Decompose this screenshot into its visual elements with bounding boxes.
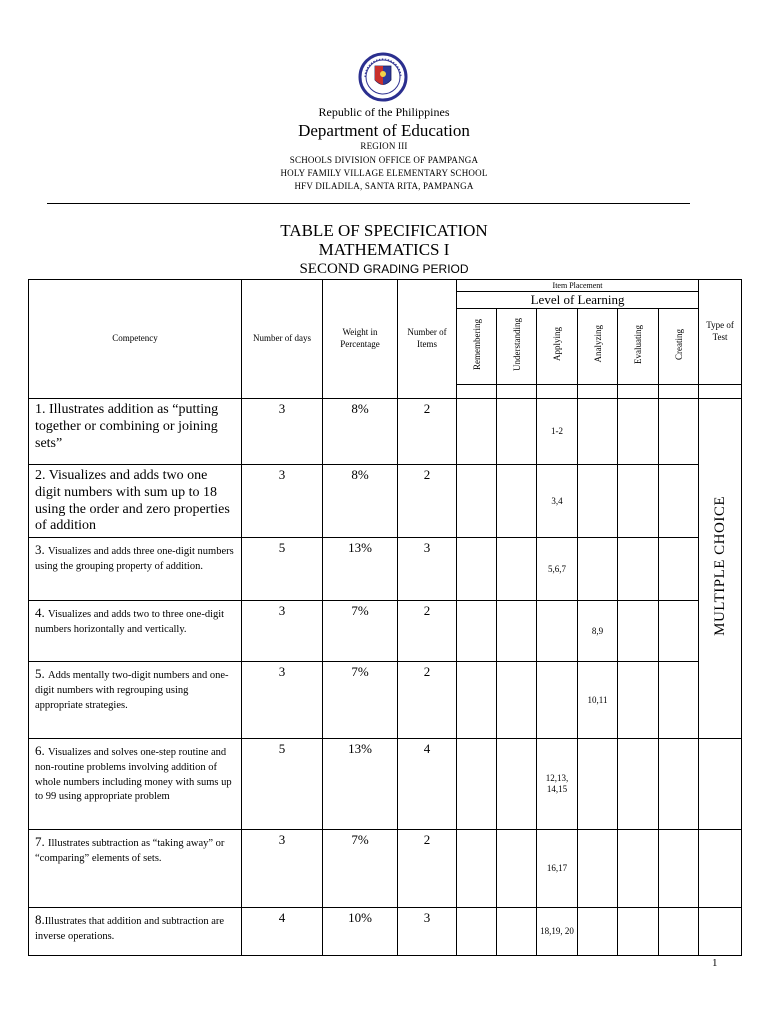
understanding-cell <box>497 538 537 601</box>
type-of-test-cell <box>699 830 742 908</box>
header-creating-label: Creating <box>673 328 684 360</box>
doc-title: TABLE OF SPECIFICATION <box>280 221 488 240</box>
competency-text: Visualizes and adds three one-digit numbers using the grouping property of addition. <box>35 546 234 572</box>
header-understanding <box>497 309 537 385</box>
remembering-cell <box>457 739 497 830</box>
analyzing-cell: 8,9 <box>578 601 618 662</box>
creating-cell <box>659 830 699 908</box>
specification-table <box>28 279 742 956</box>
analyzing-cell <box>578 739 618 830</box>
header-analyzing-label: Analyzing <box>592 325 603 363</box>
type-of-test-cell <box>699 739 742 830</box>
days-cell: 5 <box>242 538 323 601</box>
creating-cell <box>659 662 699 739</box>
page-number: 1 <box>712 957 718 969</box>
days-cell: 3 <box>242 399 323 465</box>
competency-number: 6. <box>35 743 48 759</box>
creating-cell <box>659 538 699 601</box>
competency-number: 5. <box>35 666 48 682</box>
days-cell: 3 <box>242 601 323 662</box>
header-level-of-learning: Level of Learning <box>457 292 699 309</box>
header-analyzing <box>578 309 618 385</box>
table-row <box>29 538 742 601</box>
deped-seal-logo <box>353 52 413 102</box>
creating-cell <box>659 465 699 538</box>
table-row <box>29 908 742 956</box>
analyzing-cell <box>578 830 618 908</box>
spacer-cell <box>618 385 659 399</box>
competency-number: 3. <box>35 542 48 558</box>
analyzing-cell <box>578 908 618 956</box>
subject-title: MATHEMATICS I <box>318 240 450 259</box>
understanding-cell <box>497 601 537 662</box>
remembering-cell <box>457 908 497 956</box>
remembering-cell <box>457 538 497 601</box>
competency-cell: 2. Visualizes and adds two one digit numbers with sum up to 18 using the order and zero properties of addition <box>29 465 242 538</box>
header-applying-label: Applying <box>552 326 562 361</box>
days-cell: 3 <box>242 662 323 739</box>
days-cell: 3 <box>242 465 323 538</box>
remembering-cell <box>457 830 497 908</box>
evaluating-cell <box>618 465 659 538</box>
weight-cell: 8% <box>323 465 398 538</box>
applying-cell: 16,17 <box>537 830 578 908</box>
competency-number: 8. <box>35 912 45 928</box>
spacer-cell <box>578 385 618 399</box>
header-creating <box>659 309 699 385</box>
evaluating-cell <box>618 399 659 465</box>
competency-text: Illustrates subtraction as “taking away” or “comparing” elements of sets. <box>35 838 225 864</box>
items-cell: 2 <box>398 465 457 538</box>
type-of-test-cell <box>699 908 742 956</box>
remembering-cell <box>457 399 497 465</box>
table-row <box>29 830 742 908</box>
items-cell: 2 <box>398 662 457 739</box>
table-row <box>29 739 742 830</box>
header-competency: Competency <box>29 280 242 399</box>
weight-cell: 7% <box>323 662 398 739</box>
analyzing-cell <box>578 465 618 538</box>
evaluating-cell <box>618 908 659 956</box>
spacer-cell <box>537 385 578 399</box>
applying-cell: 18,19, 20 <box>537 908 578 956</box>
understanding-cell <box>497 662 537 739</box>
header-item-placement: Item Placement <box>457 280 699 292</box>
header-remembering <box>457 309 497 385</box>
table-row <box>29 601 742 662</box>
competency-number: 7. <box>35 834 48 850</box>
header-understanding-label: Understanding <box>511 317 522 371</box>
applying-cell: 12,13, 14,15 <box>537 739 578 830</box>
remembering-cell <box>457 662 497 739</box>
header-items: Number of Items <box>398 280 457 399</box>
header-remembering-label: Remembering <box>471 318 482 370</box>
header-days: Number of days <box>242 280 323 399</box>
items-cell: 2 <box>398 399 457 465</box>
weight-cell: 13% <box>323 538 398 601</box>
creating-cell <box>659 908 699 956</box>
evaluating-cell <box>618 601 659 662</box>
evaluating-cell <box>618 538 659 601</box>
creating-cell <box>659 739 699 830</box>
remembering-cell <box>457 601 497 662</box>
evaluating-cell <box>618 830 659 908</box>
grading-period-title <box>0 262 768 277</box>
school-name: HOLY FAMILY VILLAGE ELEMENTARY SCHOOL <box>280 168 488 178</box>
weight-cell: 13% <box>323 739 398 830</box>
applying-cell <box>537 662 578 739</box>
items-cell: 4 <box>398 739 457 830</box>
grading-period-small: GRADING PERIOD <box>363 262 469 276</box>
type-of-test-cell <box>699 399 742 739</box>
competency-cell <box>29 908 242 956</box>
creating-cell <box>659 601 699 662</box>
spacer-cell <box>659 385 699 399</box>
spacer-cell <box>457 385 497 399</box>
weight-cell: 7% <box>323 830 398 908</box>
items-cell: 3 <box>398 908 457 956</box>
items-cell: 2 <box>398 830 457 908</box>
competency-cell <box>29 830 242 908</box>
grading-period-main: SECOND <box>299 261 360 277</box>
weight-cell: 7% <box>323 601 398 662</box>
competency-cell <box>29 662 242 739</box>
creating-cell <box>659 399 699 465</box>
competency-text: Visualizes and solves one-step routine and non-routine problems involving addition of whole numbers including money with sums up to 99 using appropriate problem <box>35 747 232 803</box>
items-cell: 3 <box>398 538 457 601</box>
type-of-test-value: MULTIPLE CHOICE <box>711 496 728 637</box>
analyzing-cell: 10,11 <box>578 662 618 739</box>
competency-text: Adds mentally two-digit numbers and one-digit numbers with regrouping using appropriate strategies. <box>35 670 229 711</box>
header-evaluating-label: Evaluating <box>633 324 643 364</box>
understanding-cell <box>497 739 537 830</box>
applying-cell: 3,4 <box>537 465 578 538</box>
days-cell: 5 <box>242 739 323 830</box>
header-applying <box>537 309 578 385</box>
competency-number: 4. <box>35 605 48 621</box>
header-evaluating <box>618 309 659 385</box>
applying-cell: 1-2 <box>537 399 578 465</box>
spacer-cell <box>699 385 742 399</box>
competency-cell <box>29 538 242 601</box>
table-row <box>29 662 742 739</box>
understanding-cell <box>497 908 537 956</box>
applying-cell <box>537 601 578 662</box>
header-divider <box>47 203 690 204</box>
department-name: Department of Education <box>298 121 470 140</box>
competency-cell: 1. Illustrates addition as “putting together or combining or joining sets” <box>29 399 242 465</box>
competency-cell <box>29 601 242 662</box>
items-cell: 2 <box>398 601 457 662</box>
table-row <box>29 399 742 465</box>
region-line: REGION III <box>360 141 408 151</box>
table-row <box>29 465 742 538</box>
school-address: HFV DILADILA, SANTA RITA, PAMPANGA <box>294 181 474 191</box>
division-line: SCHOOLS DIVISION OFFICE OF PAMPANGA <box>289 155 479 165</box>
analyzing-cell <box>578 399 618 465</box>
header-weight: Weight in Percentage <box>323 280 398 399</box>
understanding-cell <box>497 399 537 465</box>
analyzing-cell <box>578 538 618 601</box>
days-cell: 3 <box>242 830 323 908</box>
republic-line: Republic of the Philippines <box>318 105 450 119</box>
competency-cell <box>29 739 242 830</box>
competency-text: Illustrates that addition and subtraction are inverse operations. <box>35 916 225 942</box>
header-type-of-test: Type of Test <box>699 280 742 385</box>
remembering-cell <box>457 465 497 538</box>
applying-cell: 5,6,7 <box>537 538 578 601</box>
weight-cell: 8% <box>323 399 398 465</box>
competency-text: Visualizes and adds two to three one-digit numbers horizontally and vertically. <box>35 609 225 635</box>
weight-cell: 10% <box>323 908 398 956</box>
evaluating-cell <box>618 739 659 830</box>
spacer-cell <box>497 385 537 399</box>
days-cell: 4 <box>242 908 323 956</box>
evaluating-cell <box>618 662 659 739</box>
understanding-cell <box>497 830 537 908</box>
understanding-cell <box>497 465 537 538</box>
